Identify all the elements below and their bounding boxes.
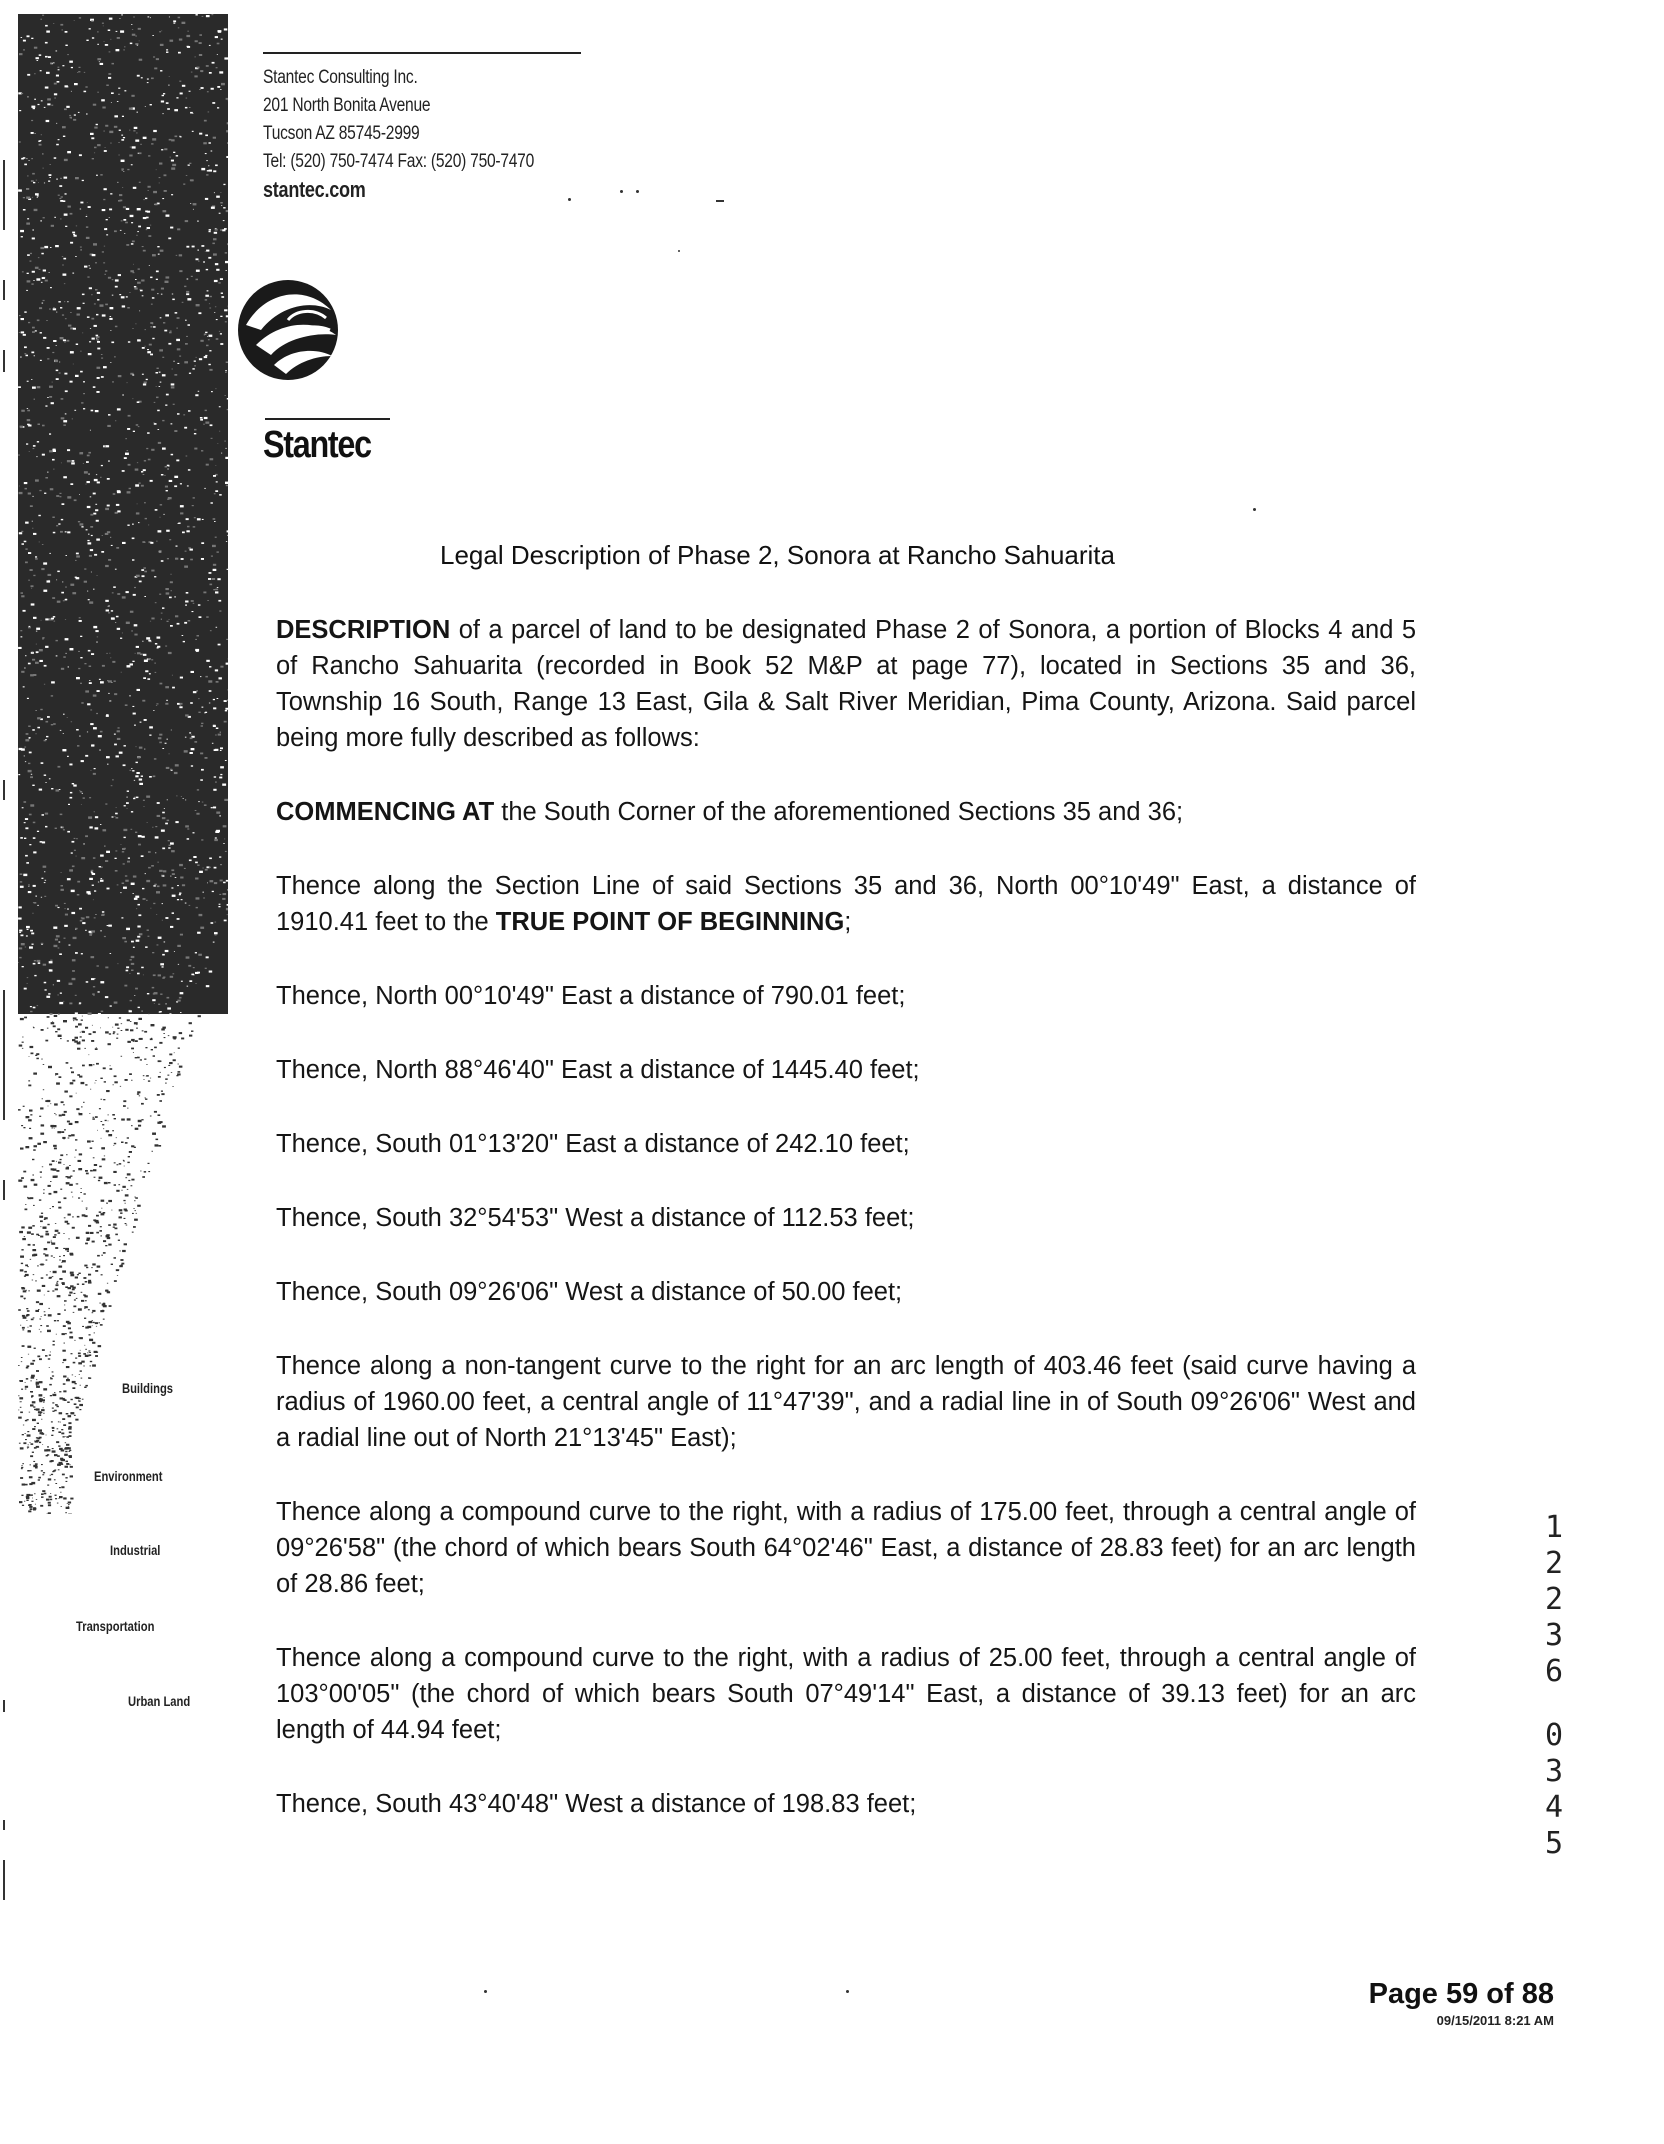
commencing-lead: COMMENCING AT (276, 798, 495, 826)
website-link[interactable]: stantec.com (263, 177, 366, 202)
course-paragraph: Thence along a non-tangent curve to the right for an arc length of 403.46 feet (said curve having a radius of 1960.00 feet, a central angle of 11°47'39", and a radial line in of South 09°26'06" West and a radial line out of North 21°13'45" East); (276, 1352, 1416, 1452)
legal-description-body (276, 612, 1416, 1860)
description-lead: DESCRIPTION (276, 616, 451, 644)
stamp-digit: 3 (1544, 1754, 1564, 1789)
logo-rule (265, 418, 390, 420)
course-paragraph: Thence, South 09°26'06" West a distance of 50.00 feet; (276, 1278, 903, 1306)
category-urban-land: Urban Land (128, 1693, 191, 1709)
street-address: 201 North Bonita Avenue (263, 95, 431, 116)
stantec-logo-icon (226, 270, 346, 390)
section-line-text: Thence along the Section Line of said Sections 35 and 36, North 00°10'49" East, a distance of 1910.41 feet to the (276, 872, 1416, 936)
letterhead-rule (263, 52, 581, 54)
document-title: Legal Description of Phase 2, Sonora at Rancho Sahuarita (440, 540, 1115, 570)
course-paragraph: Thence along a compound curve to the right, with a radius of 25.00 feet, through a central angle of 103°00'05" (the chord of which bears South 07°49'14" East, a distance of 39.13 feet) for an arc length of 44.94 feet; (276, 1644, 1416, 1744)
course-paragraph: Thence, South 01°13'20" East a distance of 242.10 feet; (276, 1130, 910, 1158)
category-buildings: Buildings (122, 1380, 174, 1396)
category-environment: Environment (94, 1468, 163, 1484)
stamp-digit: 5 (1544, 1826, 1564, 1861)
stamp-digit: 1 (1544, 1510, 1564, 1545)
letterhead-address (263, 64, 534, 204)
section-line-end: ; (844, 908, 852, 936)
company-name: Stantec Consulting Inc. (263, 67, 418, 88)
category-transportation: Transportation (76, 1618, 155, 1634)
phone-fax: Tel: (520) 750-7474 Fax: (520) 750-7470 (263, 151, 535, 172)
recording-stamp (1538, 1510, 1570, 1862)
stamp-digit: 3 (1544, 1618, 1564, 1653)
stamp-digit: 4 (1544, 1790, 1564, 1825)
page-number: Page 59 of 88 (1368, 1978, 1554, 2010)
course-paragraph: Thence along a compound curve to the right, with a radius of 175.00 feet, through a central angle of 09°26'58" (the chord of which bears South 64°02'46" East, a distance of 28.83 feet) for an arc length of 28.86 feet; (276, 1498, 1416, 1598)
course-paragraph: Thence, South 32°54'53" West a distance of 112.53 feet; (276, 1204, 915, 1232)
true-point-of-beginning: TRUE POINT OF BEGINNING (495, 908, 845, 936)
scan-margin-marks (0, 0, 12, 2144)
stamp-digit: 0 (1544, 1718, 1564, 1753)
commencing-paragraph (276, 794, 1416, 830)
brand-wordmark: Stantec (263, 424, 371, 466)
section-line-paragraph (276, 868, 1416, 940)
city-address: Tucson AZ 85745-2999 (263, 123, 420, 144)
stamp-digit: 2 (1544, 1582, 1564, 1617)
description-paragraph (276, 612, 1416, 756)
page-footer (1369, 1978, 1554, 2028)
decorative-halftone-band (18, 14, 228, 1514)
course-paragraph: Thence, North 88°46'40" East a distance of 1445.40 feet; (276, 1056, 920, 1084)
service-categories (60, 1380, 250, 1710)
description-text: of a parcel of land to be designated Phase 2 of Sonora, a portion of Blocks 4 and 5 of Rancho Sahuarita (recorded in Book 52 M&P at page 77), located in Sections 35 and 36, Township 16 South, Range 13 East, Gila & Salt River Meridian, Pima County, Arizona. Said parcel being more fully described as follows: (276, 616, 1416, 752)
stamp-digit: 6 (1544, 1654, 1564, 1689)
course-paragraph: Thence, South 43°40'48" West a distance of 198.83 feet; (276, 1790, 917, 1818)
commencing-text: the South Corner of the aforementioned Sections 35 and 36; (494, 798, 1184, 826)
category-industrial: Industrial (110, 1542, 161, 1558)
stamp-digit: 2 (1544, 1546, 1564, 1581)
print-timestamp: 09/15/2011 8:21 AM (1436, 2013, 1554, 2028)
course-paragraph: Thence, North 00°10'49" East a distance of 790.01 feet; (276, 982, 906, 1010)
